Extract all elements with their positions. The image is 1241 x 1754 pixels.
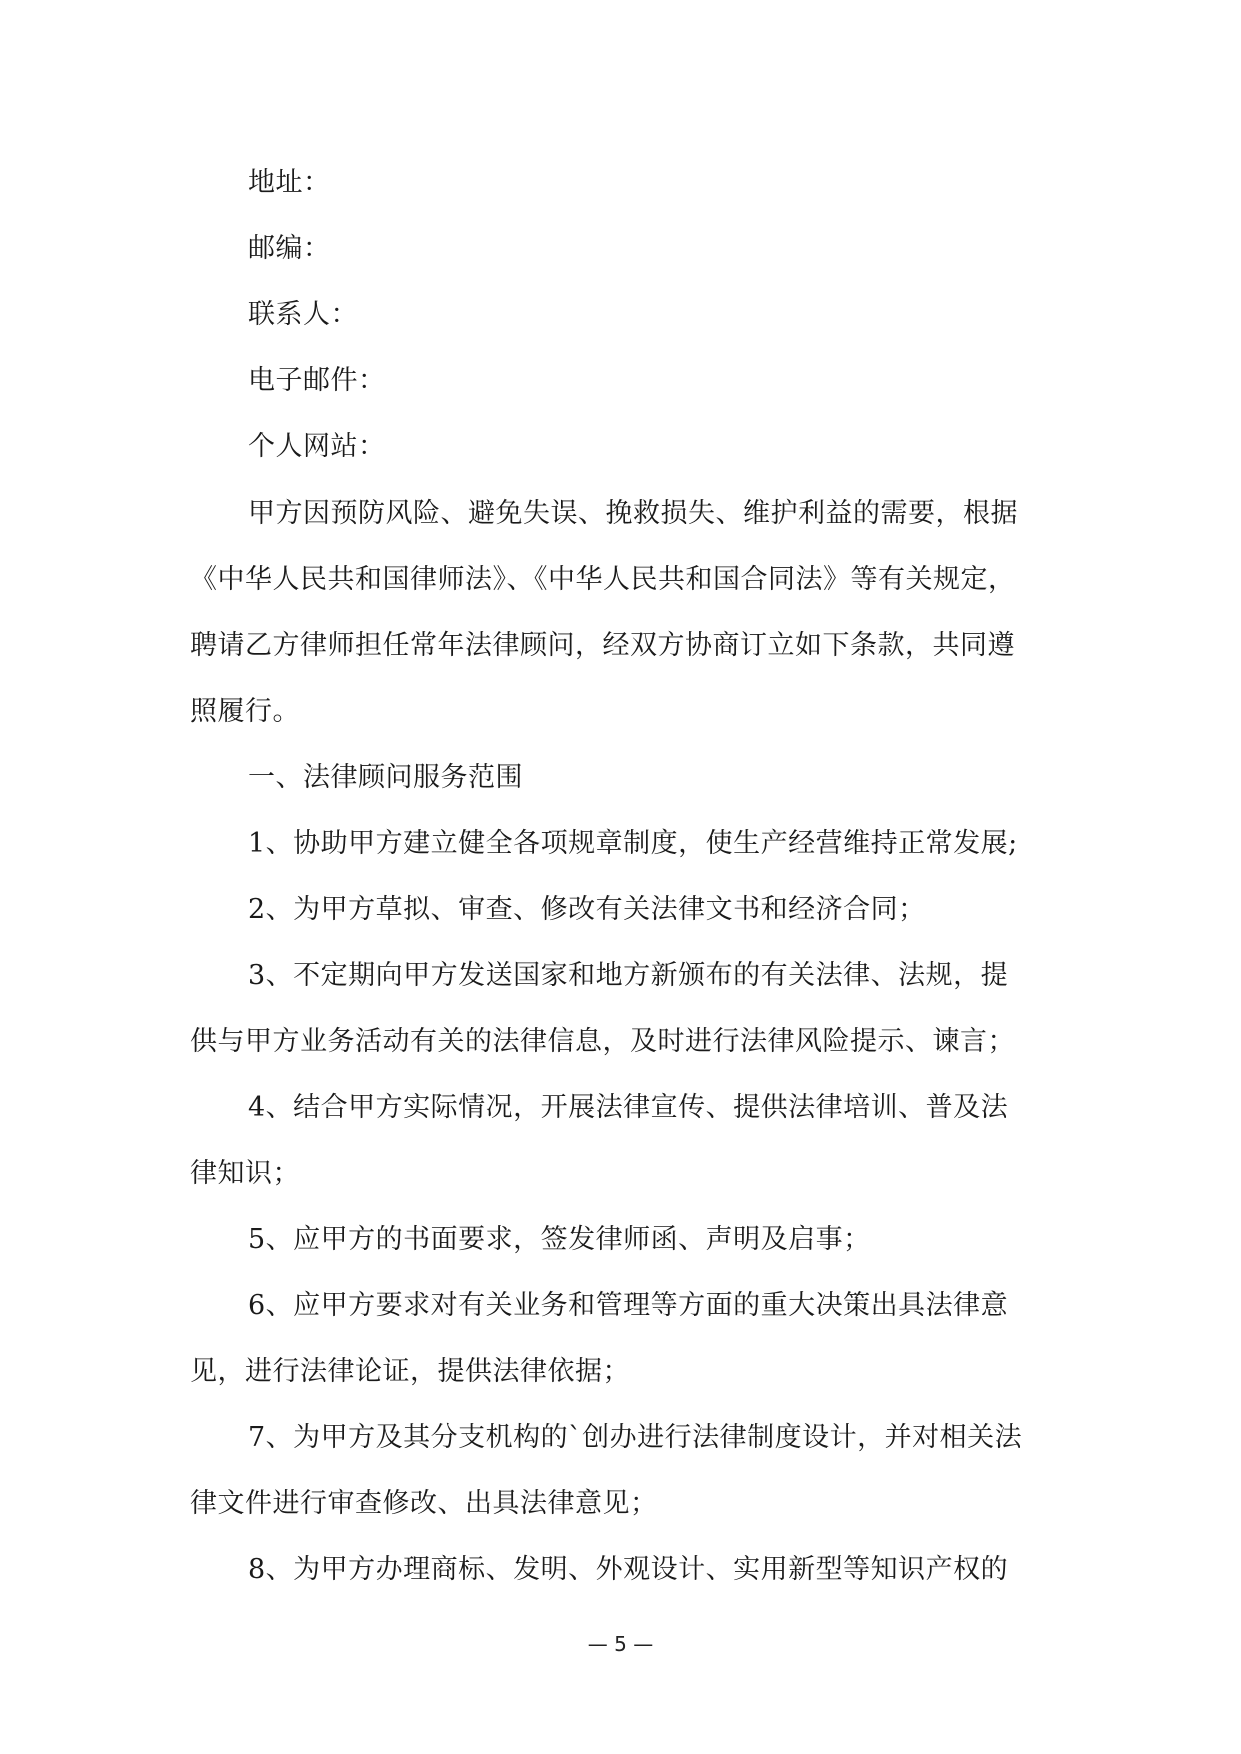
intro-line: 聘请乙方律师担任常年法律顾问，经双方协商订立如下条款，共同遵 <box>190 630 1015 661</box>
email-label: 电子邮件： <box>248 365 386 396</box>
intro-line: 照履行。 <box>190 696 300 727</box>
list-item-continuation: 律文件进行审查修改、出具法律意见； <box>190 1488 658 1519</box>
intro-line: 《中华人民共和国律师法》、《中华人民共和国合同法》等有关规定， <box>190 564 1016 595</box>
address-label: 地址： <box>248 167 331 198</box>
list-item: 6、应甲方要求对有关业务和管理等方面的重大决策出具法律意 <box>248 1290 1009 1321</box>
intro-line: 甲方因预防风险、避免失误、挽救损失、维护利益的需要，根据 <box>248 498 1018 529</box>
list-item-continuation: 律知识； <box>190 1158 300 1189</box>
section-title: 一、法律顾问服务范围 <box>248 762 523 793</box>
list-item: 7、为甲方及其分支机构的`创办进行法律制度设计，并对相关法 <box>248 1422 1023 1453</box>
website-label: 个人网站： <box>248 431 386 462</box>
contact-person-label: 联系人： <box>248 299 358 330</box>
list-item-continuation: 供与甲方业务活动有关的法律信息，及时进行法律风险提示、谏言； <box>190 1026 1015 1057</box>
list-item: 2、为甲方草拟、审查、修改有关法律文书和经济合同； <box>248 894 926 925</box>
list-item: 5、应甲方的书面要求，签发律师函、声明及启事； <box>248 1224 871 1255</box>
list-item: 3、不定期向甲方发送国家和地方新颁布的有关法律、法规，提 <box>248 960 1009 991</box>
list-item: 8、为甲方办理商标、发明、外观设计、实用新型等知识产权的 <box>248 1554 1009 1585</box>
page-number: — 5 — <box>587 1632 654 1656</box>
list-item: 1、协助甲方建立健全各项规章制度，使生产经营维持正常发展; <box>248 828 1018 859</box>
list-item: 4、结合甲方实际情况，开展法律宣传、提供法律培训、普及法 <box>248 1092 1009 1123</box>
list-item-continuation: 见，进行法律论证，提供法律依据； <box>190 1356 630 1387</box>
postcode-label: 邮编： <box>248 233 331 264</box>
